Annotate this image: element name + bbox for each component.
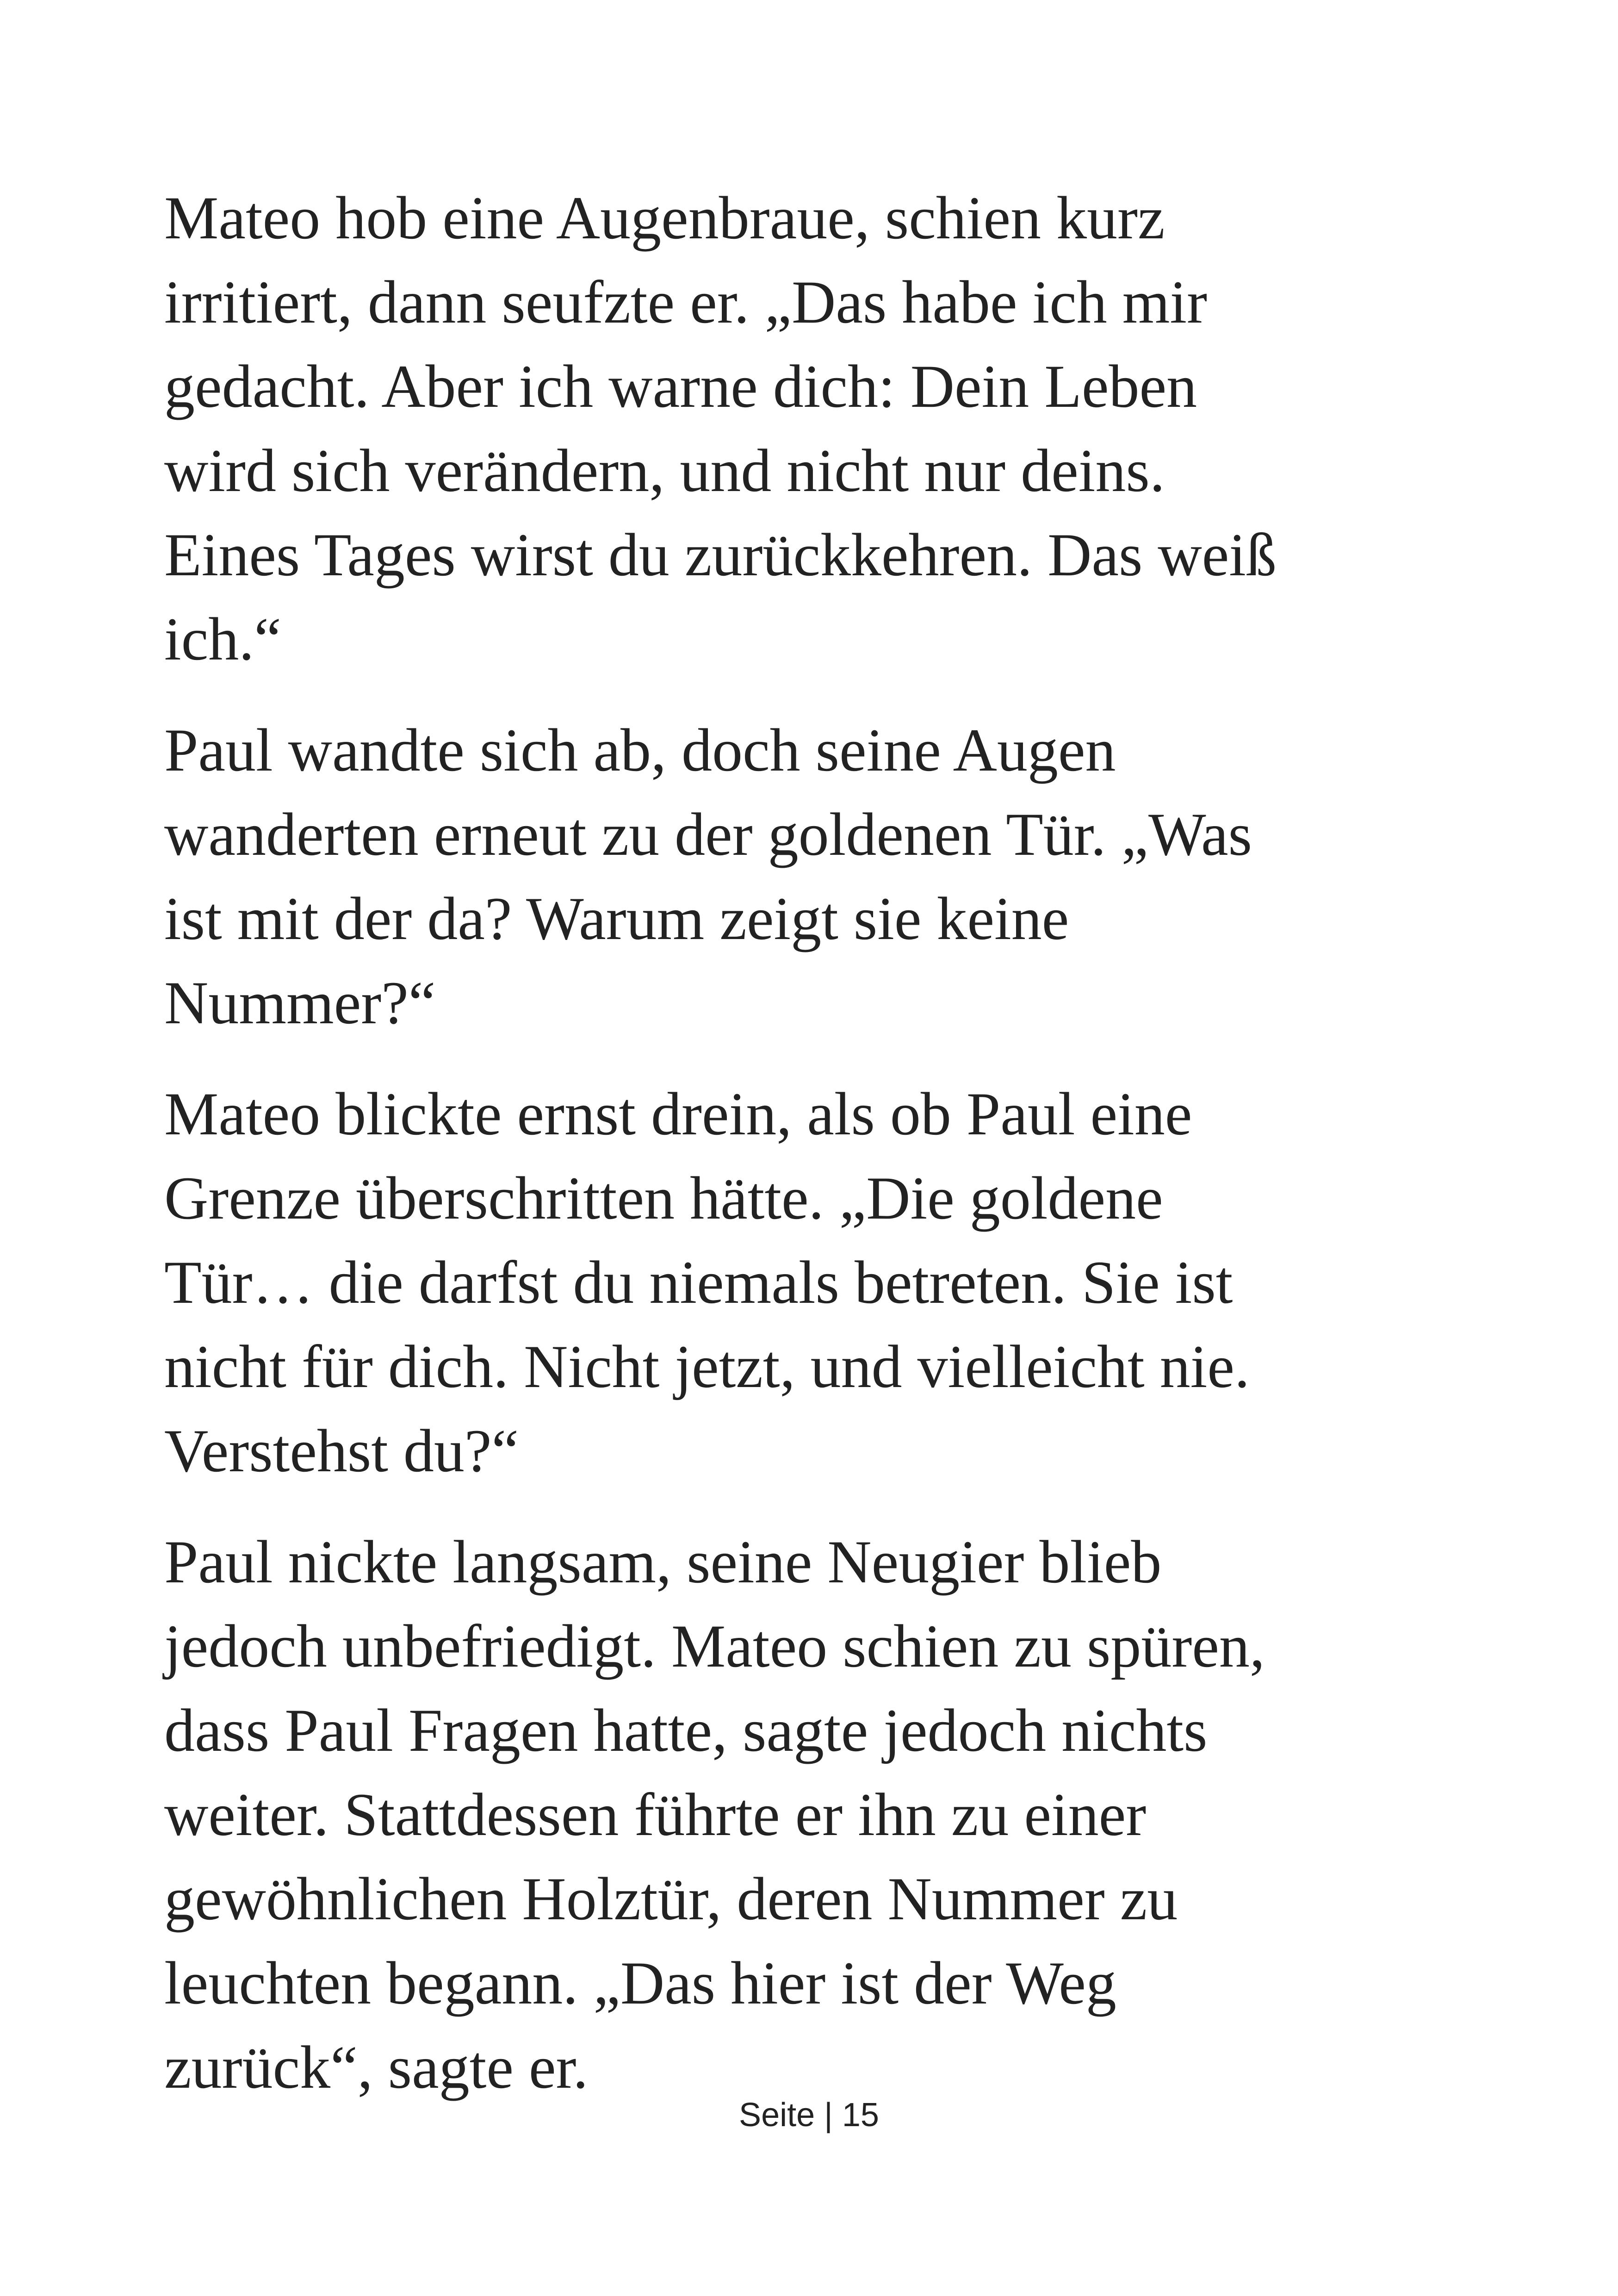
text-line: nicht für dich. Nicht jetzt, und vielleicht nie. [164, 1332, 1250, 1400]
text-line: zurück“, sagte er. [164, 2033, 589, 2101]
text-line: Paul nickte langsam, seine Neugier blieb [164, 1528, 1162, 1596]
text-line: Grenze überschritten hätte. „Die goldene [164, 1164, 1163, 1232]
text-line: Tür… die darfst du niemals betreten. Sie ist [164, 1248, 1233, 1316]
text-line: Verstehst du?“ [164, 1417, 519, 1485]
text-line: gedacht. Aber ich warne dich: Dein Leben [164, 352, 1197, 420]
text-line: wanderten erneut zu der goldenen Tür. „Was [164, 800, 1252, 868]
text-line: dass Paul Fragen hatte, sagte jedoch nichts [164, 1696, 1208, 1764]
paragraph-3 [164, 1072, 1451, 1493]
text-line: weiter. Stattdessen führte er ihn zu einer [164, 1780, 1147, 1848]
paragraph-2 [164, 708, 1451, 1045]
text-line: wird sich verändern, und nicht nur deins. [164, 436, 1165, 504]
text-line: irritiert, dann seufzte er. „Das habe ich mir [164, 268, 1208, 336]
text-line: Eines Tages wirst du zurückkehren. Das weiß [164, 521, 1277, 589]
text-line: ich.“ [164, 605, 281, 673]
text-line: ist mit der da? Warum zeigt sie keine [164, 884, 1069, 952]
text-line: Paul wandte sich ab, doch seine Augen [164, 716, 1116, 784]
text-line: leuchten begann. „Das hier ist der Weg [164, 1949, 1116, 2017]
text-line: Nummer?“ [164, 969, 436, 1037]
text-line: gewöhnlichen Holztür, deren Nummer zu [164, 1865, 1178, 1933]
text-line: Mateo blickte ernst drein, als ob Paul eine [164, 1080, 1192, 1148]
page-number: Seite | 15 [739, 2097, 879, 2134]
paragraph-1 [164, 176, 1451, 681]
body-text [164, 176, 1451, 2136]
paragraph-4 [164, 1520, 1451, 2109]
text-line: jedoch unbefriedigt. Mateo schien zu spüren, [164, 1612, 1265, 1680]
text-line: Mateo hob eine Augenbraue, schien kurz [164, 184, 1165, 252]
page-footer [0, 2092, 1618, 2138]
